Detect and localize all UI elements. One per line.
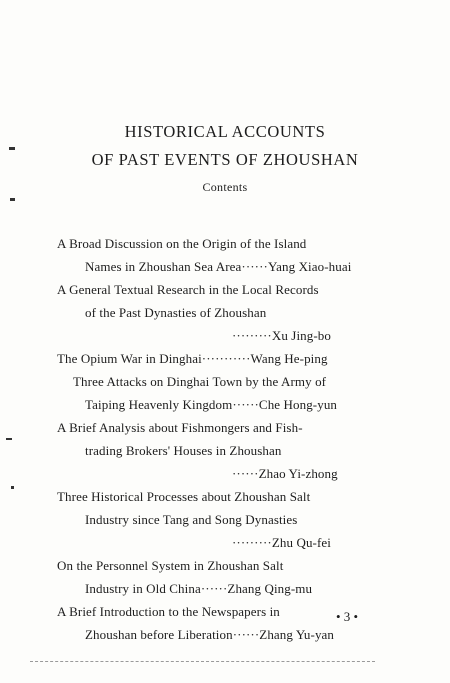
page-number: • 3 •	[336, 609, 359, 624]
toc-line: Industry in Old China······Zhang Qing-mu	[85, 581, 313, 596]
toc-line: ·········Zhu Qu-fei	[232, 535, 331, 550]
toc-line: Industry since Tang and Song Dynasties	[85, 512, 298, 527]
page-title-line-1: HISTORICAL ACCOUNTS	[124, 122, 326, 141]
toc-line: Three Attacks on Dinghai Town by the Army of	[73, 374, 327, 389]
scan-speck	[6, 438, 12, 440]
page-title-line-2: OF PAST EVENTS OF ZHOUSHAN	[91, 150, 359, 169]
toc-line: A General Textual Research in the Local Records	[57, 282, 319, 297]
toc-line: On the Personnel System in Zhoushan Salt	[57, 558, 284, 573]
toc-line: Three Historical Processes about Zhoushan Salt	[57, 489, 311, 504]
scan-edge-rule	[30, 661, 375, 662]
toc-line: ······Zhao Yi-zhong	[232, 466, 338, 481]
toc-line: A Broad Discussion on the Origin of the Island	[57, 236, 307, 251]
toc-line: ·········Xu Jing-bo	[232, 328, 331, 343]
contents-label: Contents	[202, 180, 248, 194]
scan-speck	[10, 198, 15, 201]
scan-speck	[11, 486, 14, 489]
toc-line: Taiping Heavenly Kingdom······Che Hong-yun	[85, 397, 338, 412]
toc-line: Zhoushan before Liberation······Zhang Yu-yan	[85, 627, 335, 642]
toc-line: The Opium War in Dinghai···········Wang He-ping	[57, 351, 328, 366]
toc-line: Names in Zhoushan Sea Area······Yang Xiao-huai	[85, 259, 352, 274]
toc-line: trading Brokers' Houses in Zhoushan	[85, 443, 282, 458]
toc-line: A Brief Analysis about Fishmongers and Fish-	[57, 420, 303, 435]
toc-line: of the Past Dynasties of Zhoushan	[85, 305, 267, 320]
toc-line: A Brief Introduction to the Newspapers in	[57, 604, 280, 619]
